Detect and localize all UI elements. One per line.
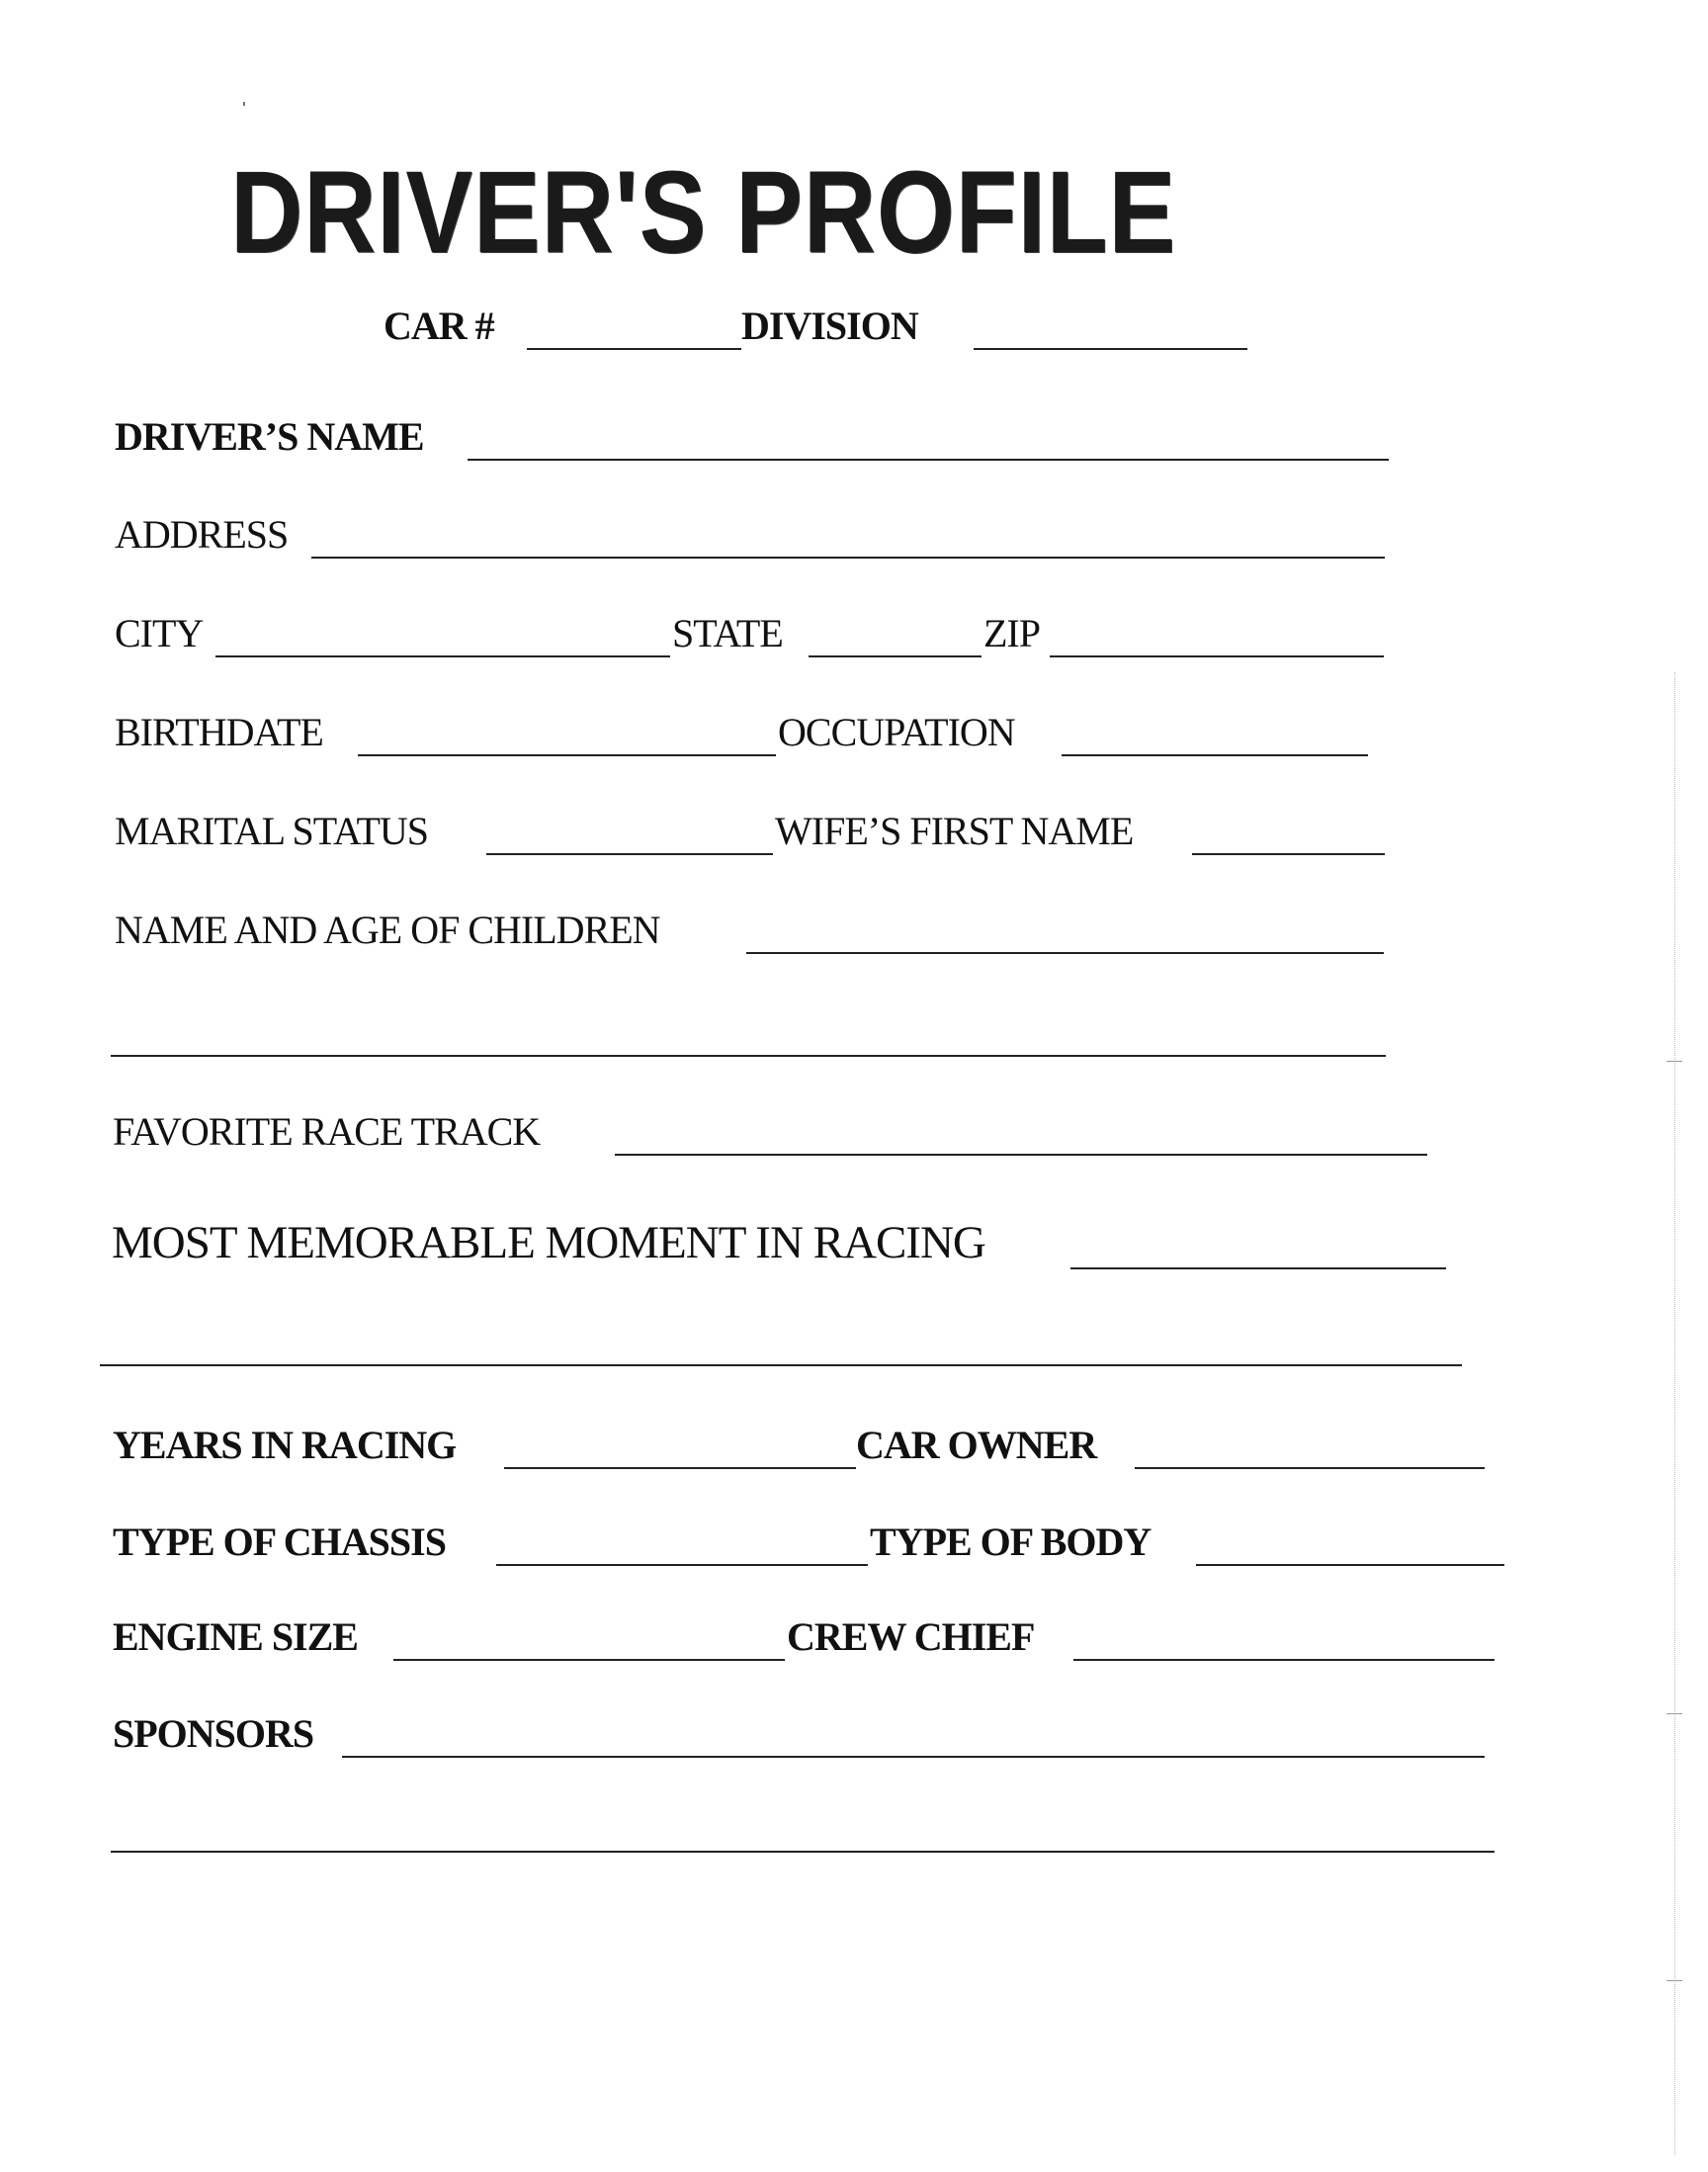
favorite-track-field[interactable] xyxy=(615,1154,1427,1156)
marital-status-label: MARITAL STATUS xyxy=(115,809,429,853)
wifes-first-name-field[interactable] xyxy=(1192,853,1385,855)
birthdate-label: BIRTHDATE xyxy=(115,710,323,754)
scan-margin-tick xyxy=(1666,1713,1682,1714)
type-of-chassis-label: TYPE OF CHASSIS xyxy=(113,1520,446,1564)
state-label: STATE xyxy=(672,611,783,655)
row-children xyxy=(0,901,1708,960)
row-chassis-body xyxy=(0,1513,1708,1572)
wifes-first-name-label: WIFE’S FIRST NAME xyxy=(775,809,1134,853)
row-city-state-zip xyxy=(0,604,1708,663)
drivers-name-field[interactable] xyxy=(468,459,1389,461)
row-birthdate-occupation xyxy=(0,703,1708,762)
sponsors-label: SPONSORS xyxy=(113,1711,314,1756)
scan-margin-tick xyxy=(1666,1061,1682,1062)
car-number-label: CAR # xyxy=(384,304,494,348)
sponsors-field[interactable] xyxy=(342,1756,1485,1758)
type-of-body-label: TYPE OF BODY xyxy=(870,1520,1152,1564)
crew-chief-label: CREW CHIEF xyxy=(787,1614,1035,1659)
drivers-name-label: DRIVER’S NAME xyxy=(115,414,424,459)
type-of-chassis-field[interactable] xyxy=(496,1564,868,1566)
address-label: ADDRESS xyxy=(115,512,289,557)
car-owner-label: CAR OWNER xyxy=(856,1423,1097,1467)
zip-label: ZIP xyxy=(983,611,1040,655)
scan-margin-rule xyxy=(1674,672,1676,2155)
row-marital-status xyxy=(0,802,1708,861)
crew-chief-field[interactable] xyxy=(1073,1659,1494,1661)
car-number-field[interactable] xyxy=(527,348,741,350)
scan-margin-tick xyxy=(1666,1980,1682,1981)
sponsors-field-continued[interactable] xyxy=(111,1851,1494,1853)
division-field[interactable] xyxy=(974,348,1247,350)
children-label: NAME AND AGE OF CHILDREN xyxy=(115,908,660,952)
occupation-label: OCCUPATION xyxy=(778,710,1015,754)
memorable-moment-field-continued[interactable] xyxy=(100,1364,1462,1366)
row-memorable-moment xyxy=(0,1206,1708,1275)
favorite-track-label: FAVORITE RACE TRACK xyxy=(113,1109,541,1154)
address-field[interactable] xyxy=(311,557,1385,559)
children-field-continued[interactable] xyxy=(111,1055,1386,1057)
row-favorite-track xyxy=(0,1102,1708,1162)
car-owner-field[interactable] xyxy=(1135,1467,1485,1469)
occupation-field[interactable] xyxy=(1062,754,1368,756)
marital-status-field[interactable] xyxy=(486,853,773,855)
division-label: DIVISION xyxy=(741,304,918,348)
years-in-racing-field[interactable] xyxy=(504,1467,856,1469)
birthdate-field[interactable] xyxy=(358,754,776,756)
engine-size-field[interactable] xyxy=(393,1659,785,1661)
row-address xyxy=(0,505,1708,565)
engine-size-label: ENGINE SIZE xyxy=(113,1614,358,1659)
row-years-car-owner xyxy=(0,1416,1708,1475)
zip-field[interactable] xyxy=(1050,655,1384,657)
memorable-moment-field[interactable] xyxy=(1070,1267,1446,1269)
city-field[interactable] xyxy=(215,655,670,657)
type-of-body-field[interactable] xyxy=(1196,1564,1504,1566)
form-title: DRIVER'S PROFILE xyxy=(230,147,1176,278)
row-car-division xyxy=(0,297,1708,356)
row-drivers-name xyxy=(0,407,1708,467)
years-in-racing-label: YEARS IN RACING xyxy=(113,1423,457,1467)
scan-speck xyxy=(243,102,245,106)
row-sponsors xyxy=(0,1704,1708,1764)
city-label: CITY xyxy=(115,611,204,655)
children-field[interactable] xyxy=(746,952,1384,954)
memorable-moment-label: MOST MEMORABLE MOMENT IN RACING xyxy=(112,1217,985,1268)
row-engine-crew xyxy=(0,1607,1708,1667)
state-field[interactable] xyxy=(809,655,982,657)
